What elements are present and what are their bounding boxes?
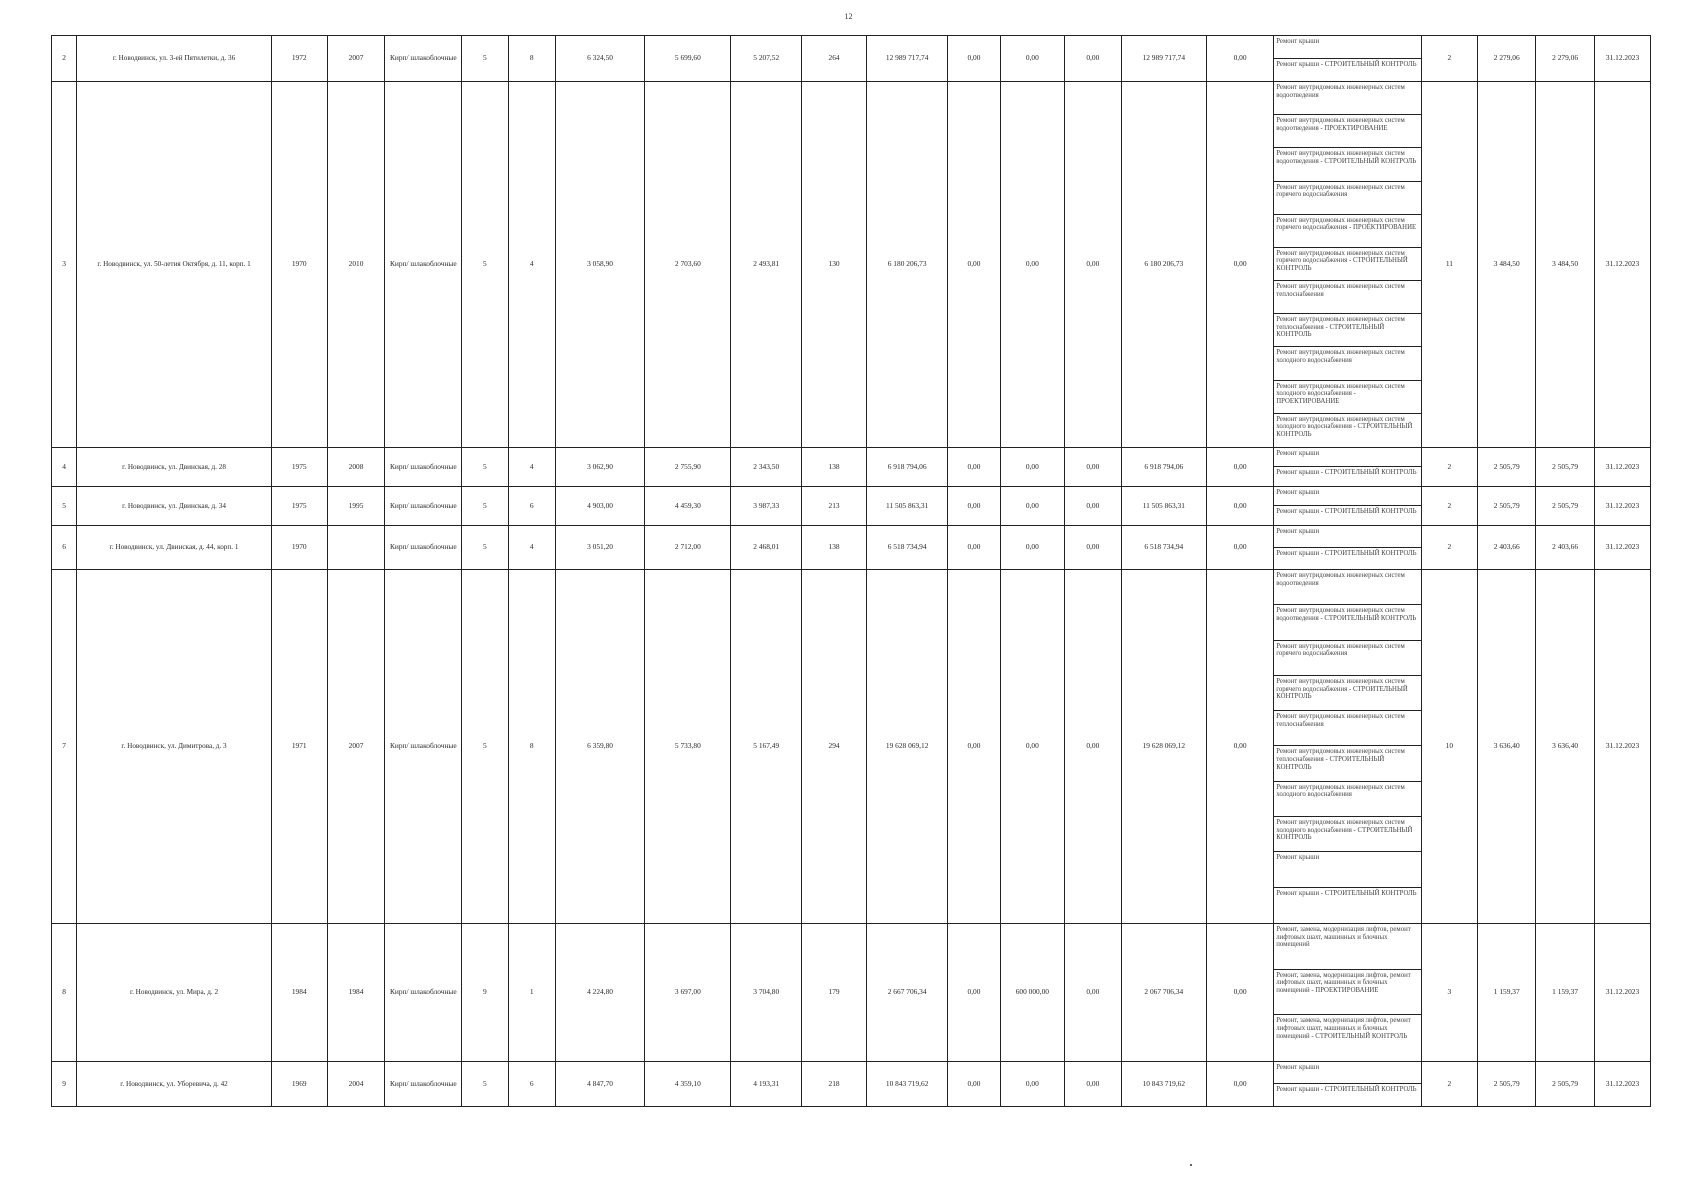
deadline-cell: 31.12.2023 — [1595, 36, 1651, 82]
area-residential-cell: 3 987,33 — [731, 487, 801, 526]
cost-fund-cell: 0,00 — [948, 487, 1001, 526]
work-item — [1274, 487, 1420, 506]
work-item-label: Ремонт внутридомовых инженерных систем теплоснабжения — [1276, 713, 1405, 728]
work-item-label: Ремонт крыши — [1276, 1064, 1320, 1071]
unit-cost-cell: 2 505,79 — [1478, 1062, 1536, 1107]
residents-cell: 138 — [801, 448, 866, 487]
year-repair-cell: 2010 — [327, 82, 385, 448]
works-list-cell — [1274, 924, 1421, 1062]
area-living-cell: 2 703,60 — [645, 82, 731, 448]
cost-owners-cell: 6 518 734,94 — [1121, 526, 1206, 570]
table-row — [52, 1062, 1651, 1107]
cost-owners-cell: 11 505 863,31 — [1121, 487, 1206, 526]
works-count-cell: 2 — [1421, 526, 1478, 570]
work-item — [1274, 526, 1420, 548]
work-item-label: Ремонт крыши — [1276, 450, 1320, 457]
work-item — [1274, 182, 1420, 215]
works-list-cell — [1274, 526, 1421, 570]
cost-owners-cell: 19 628 069,12 — [1121, 570, 1206, 924]
work-item — [1274, 148, 1420, 181]
year-built-cell: 1975 — [271, 487, 327, 526]
work-item — [1274, 888, 1420, 923]
work-item — [1274, 36, 1420, 59]
year-repair-cell: 2004 — [327, 1062, 385, 1107]
work-item — [1274, 506, 1420, 525]
cost-local-cell: 0,00 — [1064, 36, 1121, 82]
floors-cell: 5 — [462, 448, 508, 487]
cost-local-cell: 0,00 — [1064, 1062, 1121, 1107]
area-living-cell: 4 359,10 — [645, 1062, 731, 1107]
deadline-cell: 31.12.2023 — [1595, 487, 1651, 526]
repair-registry-table — [51, 35, 1651, 1107]
cost-owners-cell: 6 918 794,06 — [1121, 448, 1206, 487]
works-list-cell — [1274, 448, 1421, 487]
unit-cost-cell: 2 279,06 — [1478, 36, 1536, 82]
area-total-cell: 4 847,70 — [555, 1062, 644, 1107]
cost-other-cell: 0,00 — [1206, 1062, 1273, 1107]
deadline-cell: 31.12.2023 — [1595, 82, 1651, 448]
wall-material-cell: Кирп/ шлакоблочные — [385, 924, 462, 1062]
work-item-label: Ремонт внутридомовых инженерных систем водоотведения - ПРОЕКТИРОВАНИЕ — [1276, 117, 1405, 132]
cost-total-cell: 6 518 734,94 — [867, 526, 948, 570]
cost-fund-cell: 0,00 — [948, 924, 1001, 1062]
year-repair-cell: 2007 — [327, 36, 385, 82]
cost-owners-cell: 10 843 719,62 — [1121, 1062, 1206, 1107]
address-cell: г. Новодвинск, ул. Двинская, д. 34 — [77, 487, 272, 526]
row-number: 6 — [52, 526, 77, 570]
cost-region-cell: 0,00 — [1000, 487, 1064, 526]
floors-cell: 5 — [462, 526, 508, 570]
deadline-cell: 31.12.2023 — [1595, 924, 1651, 1062]
work-item-label: Ремонт крыши — [1276, 854, 1320, 862]
work-item-label: Ремонт внутридомовых инженерных систем холодного водоснабжения — [1276, 783, 1405, 799]
cost-total-cell: 10 843 719,62 — [867, 1062, 948, 1107]
year-built-cell: 1975 — [271, 448, 327, 487]
cost-other-cell: 0,00 — [1206, 82, 1273, 448]
residents-cell: 264 — [801, 36, 866, 82]
deadline-cell: 31.12.2023 — [1595, 448, 1651, 487]
area-living-cell: 3 697,00 — [645, 924, 731, 1062]
floors-cell: 9 — [462, 924, 508, 1062]
works-list-cell — [1274, 36, 1421, 82]
works-count-cell: 11 — [1421, 82, 1478, 448]
work-item — [1274, 248, 1420, 281]
work-item — [1274, 924, 1420, 970]
work-item-label: Ремонт внутридомовых инженерных систем горячего водоснабжения - ПРОЕКТИРОВАНИЕ — [1276, 216, 1417, 232]
cost-fund-cell: 0,00 — [948, 570, 1001, 924]
residents-cell: 213 — [801, 487, 866, 526]
deadline-cell: 31.12.2023 — [1595, 526, 1651, 570]
works-count-cell: 2 — [1421, 36, 1478, 82]
area-living-cell: 2 755,90 — [645, 448, 731, 487]
cost-fund-cell: 0,00 — [948, 82, 1001, 448]
work-item — [1274, 281, 1420, 314]
address-cell: г. Новодвинск, ул. Уборевича, д. 42 — [77, 1062, 272, 1107]
work-item — [1274, 641, 1420, 676]
floors-cell: 5 — [462, 1062, 508, 1107]
work-item — [1274, 817, 1420, 852]
cost-local-cell: 0,00 — [1064, 82, 1121, 448]
unit-cost-cell: 2 403,66 — [1478, 526, 1536, 570]
cost-total-cell: 6 918 794,06 — [867, 448, 948, 487]
year-repair-cell: 2008 — [327, 448, 385, 487]
address-cell: г. Новодвинск, ул. Двинская, д. 28 — [77, 448, 272, 487]
work-item-label: Ремонт внутридомовых инженерных систем горячего водоснабжения — [1276, 642, 1405, 658]
cost-total-cell: 12 989 717,74 — [867, 36, 948, 82]
entrances-cell: 6 — [508, 487, 555, 526]
wall-material-cell: Кирп/ шлакоблочные — [385, 82, 462, 448]
entrances-cell: 1 — [508, 924, 555, 1062]
floors-cell: 5 — [462, 36, 508, 82]
unit-cost-cell: 2 505,79 — [1478, 487, 1536, 526]
area-total-cell: 3 051,20 — [555, 526, 644, 570]
floors-cell: 5 — [462, 487, 508, 526]
work-item — [1274, 746, 1420, 781]
wall-material-cell: Кирп/ шлакоблочные — [385, 526, 462, 570]
work-item — [1274, 115, 1420, 148]
entrances-cell: 4 — [508, 526, 555, 570]
year-repair-cell — [327, 526, 385, 570]
works-list-cell — [1274, 570, 1421, 924]
work-item-label: Ремонт внутридомовых инженерных систем теплоснабжения - СТРОИТЕЛЬНЫЙ КОНТРОЛЬ — [1276, 316, 1405, 339]
cost-owners-cell: 2 067 706,34 — [1121, 924, 1206, 1062]
row-number: 5 — [52, 487, 77, 526]
area-total-cell: 6 324,50 — [555, 36, 644, 82]
table-row — [52, 36, 1651, 82]
work-item-label: Ремонт крыши — [1276, 528, 1320, 535]
table-row — [52, 82, 1651, 448]
cost-other-cell: 0,00 — [1206, 924, 1273, 1062]
cost-other-cell: 0,00 — [1206, 36, 1273, 82]
work-item-label: Ремонт, замена, модернизация лифтов, ремонт лифтовых шахт, машинных и блочных помещений — [1276, 926, 1411, 949]
work-item-label: Ремонт внутридомовых инженерных систем водоотведения — [1276, 572, 1405, 587]
cost-region-cell: 0,00 — [1000, 448, 1064, 487]
work-item — [1274, 1062, 1420, 1084]
work-item-label: Ремонт, замена, модернизация лифтов, ремонт лифтовых шахт, машинных и блочных помещений - СТРОИТЕЛЬНЫЙ КОНТРОЛЬ — [1276, 1017, 1411, 1040]
cost-local-cell: 0,00 — [1064, 448, 1121, 487]
work-item-label: Ремонт крыши - СТРОИТЕЛЬНЫЙ КОНТРОЛЬ — [1276, 60, 1417, 68]
work-item — [1274, 676, 1420, 711]
row-number: 8 — [52, 924, 77, 1062]
cost-local-cell: 0,00 — [1064, 570, 1121, 924]
entrances-cell: 8 — [508, 36, 555, 82]
work-item — [1274, 414, 1420, 447]
works-count-cell: 2 — [1421, 448, 1478, 487]
residents-cell: 179 — [801, 924, 866, 1062]
cost-region-cell: 600 000,00 — [1000, 924, 1064, 1062]
row-number: 7 — [52, 570, 77, 924]
residents-cell: 138 — [801, 526, 866, 570]
wall-material-cell: Кирп/ шлакоблочные — [385, 487, 462, 526]
cost-total-cell: 11 505 863,31 — [867, 487, 948, 526]
year-built-cell: 1984 — [271, 924, 327, 1062]
work-item — [1274, 381, 1420, 414]
cost-region-cell: 0,00 — [1000, 1062, 1064, 1107]
cost-other-cell: 0,00 — [1206, 526, 1273, 570]
work-item-label: Ремонт внутридомовых инженерных систем холодного водоснабжения - ПРОЕКТИРОВАНИЕ — [1276, 382, 1405, 405]
floors-cell: 5 — [462, 570, 508, 924]
area-total-cell: 6 359,80 — [555, 570, 644, 924]
works-list-cell — [1274, 487, 1421, 526]
area-total-cell: 4 903,00 — [555, 487, 644, 526]
wall-material-cell: Кирп/ шлакоблочные — [385, 570, 462, 924]
works-list-cell — [1274, 82, 1421, 448]
year-built-cell: 1972 — [271, 36, 327, 82]
work-item-label: Ремонт внутридомовых инженерных систем горячего водоснабжения — [1276, 183, 1405, 199]
work-item — [1274, 82, 1420, 115]
area-residential-cell: 5 167,49 — [731, 570, 801, 924]
unit-cost-max-cell: 3 636,40 — [1536, 570, 1595, 924]
work-item — [1274, 548, 1420, 570]
cost-owners-cell: 12 989 717,74 — [1121, 36, 1206, 82]
area-living-cell: 4 459,30 — [645, 487, 731, 526]
work-item-label: Ремонт внутридомовых инженерных систем теплоснабжения - СТРОИТЕЛЬНЫЙ КОНТРОЛЬ — [1276, 748, 1405, 771]
entrances-cell: 4 — [508, 82, 555, 448]
work-item-label: Ремонт внутридомовых инженерных систем горячего водоснабжения - СТРОИТЕЛЬНЫЙ КОНТРОЛЬ — [1276, 677, 1408, 701]
work-item-label: Ремонт крыши — [1276, 38, 1320, 45]
cost-total-cell: 2 667 706,34 — [867, 924, 948, 1062]
work-item — [1274, 852, 1420, 887]
work-item-label: Ремонт крыши - СТРОИТЕЛЬНЫЙ КОНТРОЛЬ — [1276, 508, 1417, 515]
address-cell: г. Новодвинск, ул. 50-летия Октября, д. 11, корп. 1 — [77, 82, 272, 448]
work-item — [1274, 970, 1420, 1016]
work-item — [1274, 711, 1420, 746]
work-item-label: Ремонт внутридомовых инженерных систем холодного водоснабжения - СТРОИТЕЛЬНЫЙ КОНТРОЛЬ — [1276, 415, 1413, 438]
unit-cost-max-cell: 2 279,06 — [1536, 36, 1595, 82]
row-number: 4 — [52, 448, 77, 487]
residents-cell: 294 — [801, 570, 866, 924]
table-row — [52, 924, 1651, 1062]
row-number: 9 — [52, 1062, 77, 1107]
address-cell: г. Новодвинск, ул. Димитрова, д. 3 — [77, 570, 272, 924]
unit-cost-max-cell: 2 505,79 — [1536, 448, 1595, 487]
work-item-label: Ремонт внутридомовых инженерных систем холодного водоснабжения - СТРОИТЕЛЬНЫЙ КОНТРОЛЬ — [1276, 819, 1413, 842]
area-living-cell: 5 699,60 — [645, 36, 731, 82]
cost-owners-cell: 6 180 206,73 — [1121, 82, 1206, 448]
area-residential-cell: 5 207,52 — [731, 36, 801, 82]
area-total-cell: 3 058,90 — [555, 82, 644, 448]
area-total-cell: 3 062,90 — [555, 448, 644, 487]
work-item-label: Ремонт, замена, модернизация лифтов, ремонт лифтовых шахт, машинных и блочных помещений - ПРОЕКТИРОВАНИЕ — [1276, 971, 1411, 994]
work-item-label: Ремонт внутридомовых инженерных систем горячего водоснабжения - СТРОИТЕЛЬНЫЙ КОНТРОЛЬ — [1276, 249, 1408, 273]
work-item-label: Ремонт внутридомовых инженерных систем холодного водоснабжения — [1276, 349, 1405, 364]
cost-local-cell: 0,00 — [1064, 924, 1121, 1062]
work-item — [1274, 570, 1420, 605]
cost-fund-cell: 0,00 — [948, 526, 1001, 570]
cost-other-cell: 0,00 — [1206, 570, 1273, 924]
cost-total-cell: 19 628 069,12 — [867, 570, 948, 924]
address-cell: г. Новодвинск, ул. Двинская, д. 44, корп. 1 — [77, 526, 272, 570]
work-item-label: Ремонт крыши - СТРОИТЕЛЬНЫЙ КОНТРОЛЬ — [1276, 889, 1417, 897]
cost-region-cell: 0,00 — [1000, 36, 1064, 82]
works-count-cell: 3 — [1421, 924, 1478, 1062]
row-number: 2 — [52, 36, 77, 82]
year-repair-cell: 1984 — [327, 924, 385, 1062]
area-living-cell: 5 733,80 — [645, 570, 731, 924]
deadline-cell: 31.12.2023 — [1595, 570, 1651, 924]
works-count-cell: 2 — [1421, 1062, 1478, 1107]
unit-cost-max-cell: 2 403,66 — [1536, 526, 1595, 570]
scan-dot — [1190, 1164, 1192, 1166]
page-number: 12 — [844, 12, 853, 21]
table-row — [52, 487, 1651, 526]
works-list-cell — [1274, 1062, 1421, 1107]
work-item — [1274, 59, 1420, 82]
area-residential-cell: 3 704,80 — [731, 924, 801, 1062]
deadline-cell: 31.12.2023 — [1595, 1062, 1651, 1107]
work-item-label: Ремонт внутридомовых инженерных систем водоотведения - СТРОИТЕЛЬНЫЙ КОНТРОЛЬ — [1276, 150, 1417, 165]
area-residential-cell: 4 193,31 — [731, 1062, 801, 1107]
work-item-label: Ремонт внутридомовых инженерных систем теплоснабжения — [1276, 283, 1405, 298]
unit-cost-cell: 2 505,79 — [1478, 448, 1536, 487]
year-built-cell: 1971 — [271, 570, 327, 924]
work-item-label: Ремонт внутридомовых инженерных систем водоотведения — [1276, 84, 1405, 99]
cost-other-cell: 0,00 — [1206, 448, 1273, 487]
work-item — [1274, 448, 1420, 467]
residents-cell: 218 — [801, 1062, 866, 1107]
table-row — [52, 448, 1651, 487]
wall-material-cell: Кирп/ шлакоблочные — [385, 448, 462, 487]
row-number: 3 — [52, 82, 77, 448]
area-residential-cell: 2 468,01 — [731, 526, 801, 570]
unit-cost-cell: 3 484,50 — [1478, 82, 1536, 448]
entrances-cell: 6 — [508, 1062, 555, 1107]
floors-cell: 5 — [462, 82, 508, 448]
registry-body — [52, 36, 1651, 1107]
unit-cost-cell: 1 159,37 — [1478, 924, 1536, 1062]
unit-cost-max-cell: 2 505,79 — [1536, 1062, 1595, 1107]
unit-cost-max-cell: 2 505,79 — [1536, 487, 1595, 526]
entrances-cell: 4 — [508, 448, 555, 487]
cost-fund-cell: 0,00 — [948, 36, 1001, 82]
wall-material-cell: Кирп/ шлакоблочные — [385, 36, 462, 82]
year-built-cell: 1970 — [271, 526, 327, 570]
work-item — [1274, 314, 1420, 347]
area-total-cell: 4 224,80 — [555, 924, 644, 1062]
cost-fund-cell: 0,00 — [948, 1062, 1001, 1107]
residents-cell: 130 — [801, 82, 866, 448]
unit-cost-max-cell: 1 159,37 — [1536, 924, 1595, 1062]
wall-material-cell: Кирп/ шлакоблочные — [385, 1062, 462, 1107]
cost-fund-cell: 0,00 — [948, 448, 1001, 487]
year-repair-cell: 2007 — [327, 570, 385, 924]
area-living-cell: 2 712,00 — [645, 526, 731, 570]
area-residential-cell: 2 343,50 — [731, 448, 801, 487]
work-item — [1274, 605, 1420, 640]
unit-cost-max-cell: 3 484,50 — [1536, 82, 1595, 448]
cost-region-cell: 0,00 — [1000, 82, 1064, 448]
address-cell: г. Новодвинск, ул. 3-ей Пятилетки, д. 36 — [77, 36, 272, 82]
work-item-label: Ремонт крыши - СТРОИТЕЛЬНЫЙ КОНТРОЛЬ — [1276, 469, 1417, 476]
cost-other-cell: 0,00 — [1206, 487, 1273, 526]
cost-region-cell: 0,00 — [1000, 526, 1064, 570]
area-residential-cell: 2 493,81 — [731, 82, 801, 448]
cost-local-cell: 0,00 — [1064, 487, 1121, 526]
year-built-cell: 1970 — [271, 82, 327, 448]
works-count-cell: 2 — [1421, 487, 1478, 526]
work-item — [1274, 467, 1420, 486]
work-item-label: Ремонт крыши — [1276, 489, 1320, 496]
works-count-cell: 10 — [1421, 570, 1478, 924]
work-item — [1274, 782, 1420, 817]
work-item-label: Ремонт внутридомовых инженерных систем водоотведения - СТРОИТЕЛЬНЫЙ КОНТРОЛЬ — [1276, 607, 1417, 622]
work-item — [1274, 347, 1420, 380]
work-item-label: Ремонт крыши - СТРОИТЕЛЬНЫЙ КОНТРОЛЬ — [1276, 549, 1417, 557]
address-cell: г. Новодвинск, ул. Мира, д. 2 — [77, 924, 272, 1062]
entrances-cell: 8 — [508, 570, 555, 924]
cost-local-cell: 0,00 — [1064, 526, 1121, 570]
cost-region-cell: 0,00 — [1000, 570, 1064, 924]
work-item — [1274, 1084, 1420, 1106]
cost-total-cell: 6 180 206,73 — [867, 82, 948, 448]
work-item — [1274, 215, 1420, 248]
year-built-cell: 1969 — [271, 1062, 327, 1107]
unit-cost-cell: 3 636,40 — [1478, 570, 1536, 924]
work-item — [1274, 1015, 1420, 1061]
work-item-label: Ремонт крыши - СТРОИТЕЛЬНЫЙ КОНТРОЛЬ — [1276, 1086, 1417, 1093]
table-row — [52, 526, 1651, 570]
year-repair-cell: 1995 — [327, 487, 385, 526]
table-row — [52, 570, 1651, 924]
